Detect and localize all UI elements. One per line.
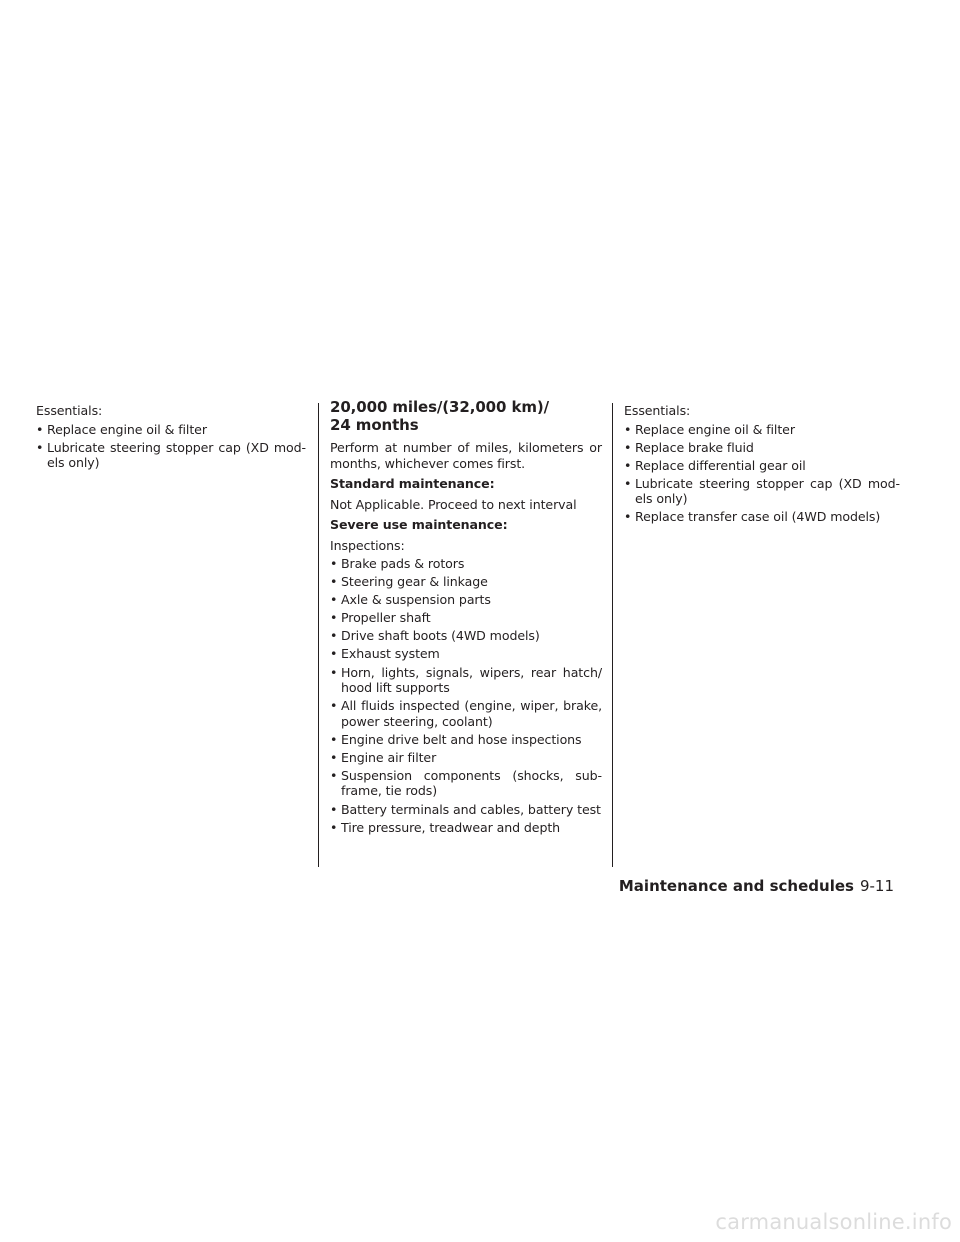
list-item: • Suspension components (shocks, sub-frame, tie rods) (330, 768, 602, 799)
list-item: • Tire pressure, treadwear and depth (330, 820, 602, 836)
list-item: • Engine air filter (330, 750, 602, 766)
list-item: • Replace engine oil & filter (36, 422, 306, 438)
interval-heading-line-2: 24 months (330, 415, 419, 434)
interval-intro: Perform at number of miles, kilometers or months, whichever comes first. (330, 440, 602, 471)
essentials-list (36, 422, 306, 471)
inspections-label: Inspections: (330, 537, 405, 553)
list-item: • Drive shaft boots (4WD models) (330, 628, 602, 644)
standard-maintenance-text: Not Applicable. Proceed to next interval (330, 496, 577, 512)
right-column (624, 403, 900, 527)
essentials-list (624, 422, 900, 525)
essentials-label: Essentials: (36, 403, 103, 418)
list-item: • Exhaust system (330, 646, 602, 662)
footer-section-title: Maintenance and schedules (618, 877, 854, 895)
list-item: • Replace differential gear oil (624, 458, 900, 474)
list-item: • All fluids inspected (engine, wiper, brake, power steering, coolant) (330, 698, 602, 729)
list-item: • Axle & suspension parts (330, 592, 602, 608)
middle-column (330, 398, 602, 838)
list-item: • Propeller shaft (330, 610, 602, 626)
inspections-list (330, 556, 602, 835)
standard-maintenance-title: Standard maintenance: (330, 476, 495, 491)
essentials-label: Essentials: (624, 403, 691, 418)
left-column (36, 403, 306, 473)
footer-page-number: 9-11 (859, 877, 894, 895)
list-item: • Replace engine oil & filter (624, 422, 900, 438)
watermark: carmanualsonline.info (715, 1210, 952, 1234)
list-item: • Replace transfer case oil (4WD models) (624, 509, 900, 525)
list-item: • Lubricate steering stopper cap (XD mod-els only) (624, 476, 900, 507)
interval-heading-line-1: 20,000 miles/(32,000 km)/ (330, 398, 549, 416)
list-item: • Lubricate steering stopper cap (XD mod-els only) (36, 440, 306, 471)
list-item: • Engine drive belt and hose inspections (330, 732, 602, 748)
interval-heading (330, 399, 602, 434)
column-divider-right (612, 403, 613, 867)
page-footer (619, 877, 894, 895)
list-item: • Battery terminals and cables, battery test (330, 802, 602, 818)
list-item: • Steering gear & linkage (330, 574, 602, 590)
list-item: • Horn, lights, signals, wipers, rear hatch/ hood lift supports (330, 665, 602, 696)
list-item: • Brake pads & rotors (330, 556, 602, 572)
column-divider-left (318, 403, 319, 867)
list-item: • Replace brake fluid (624, 440, 900, 456)
severe-maintenance-title: Severe use maintenance: (330, 517, 508, 532)
